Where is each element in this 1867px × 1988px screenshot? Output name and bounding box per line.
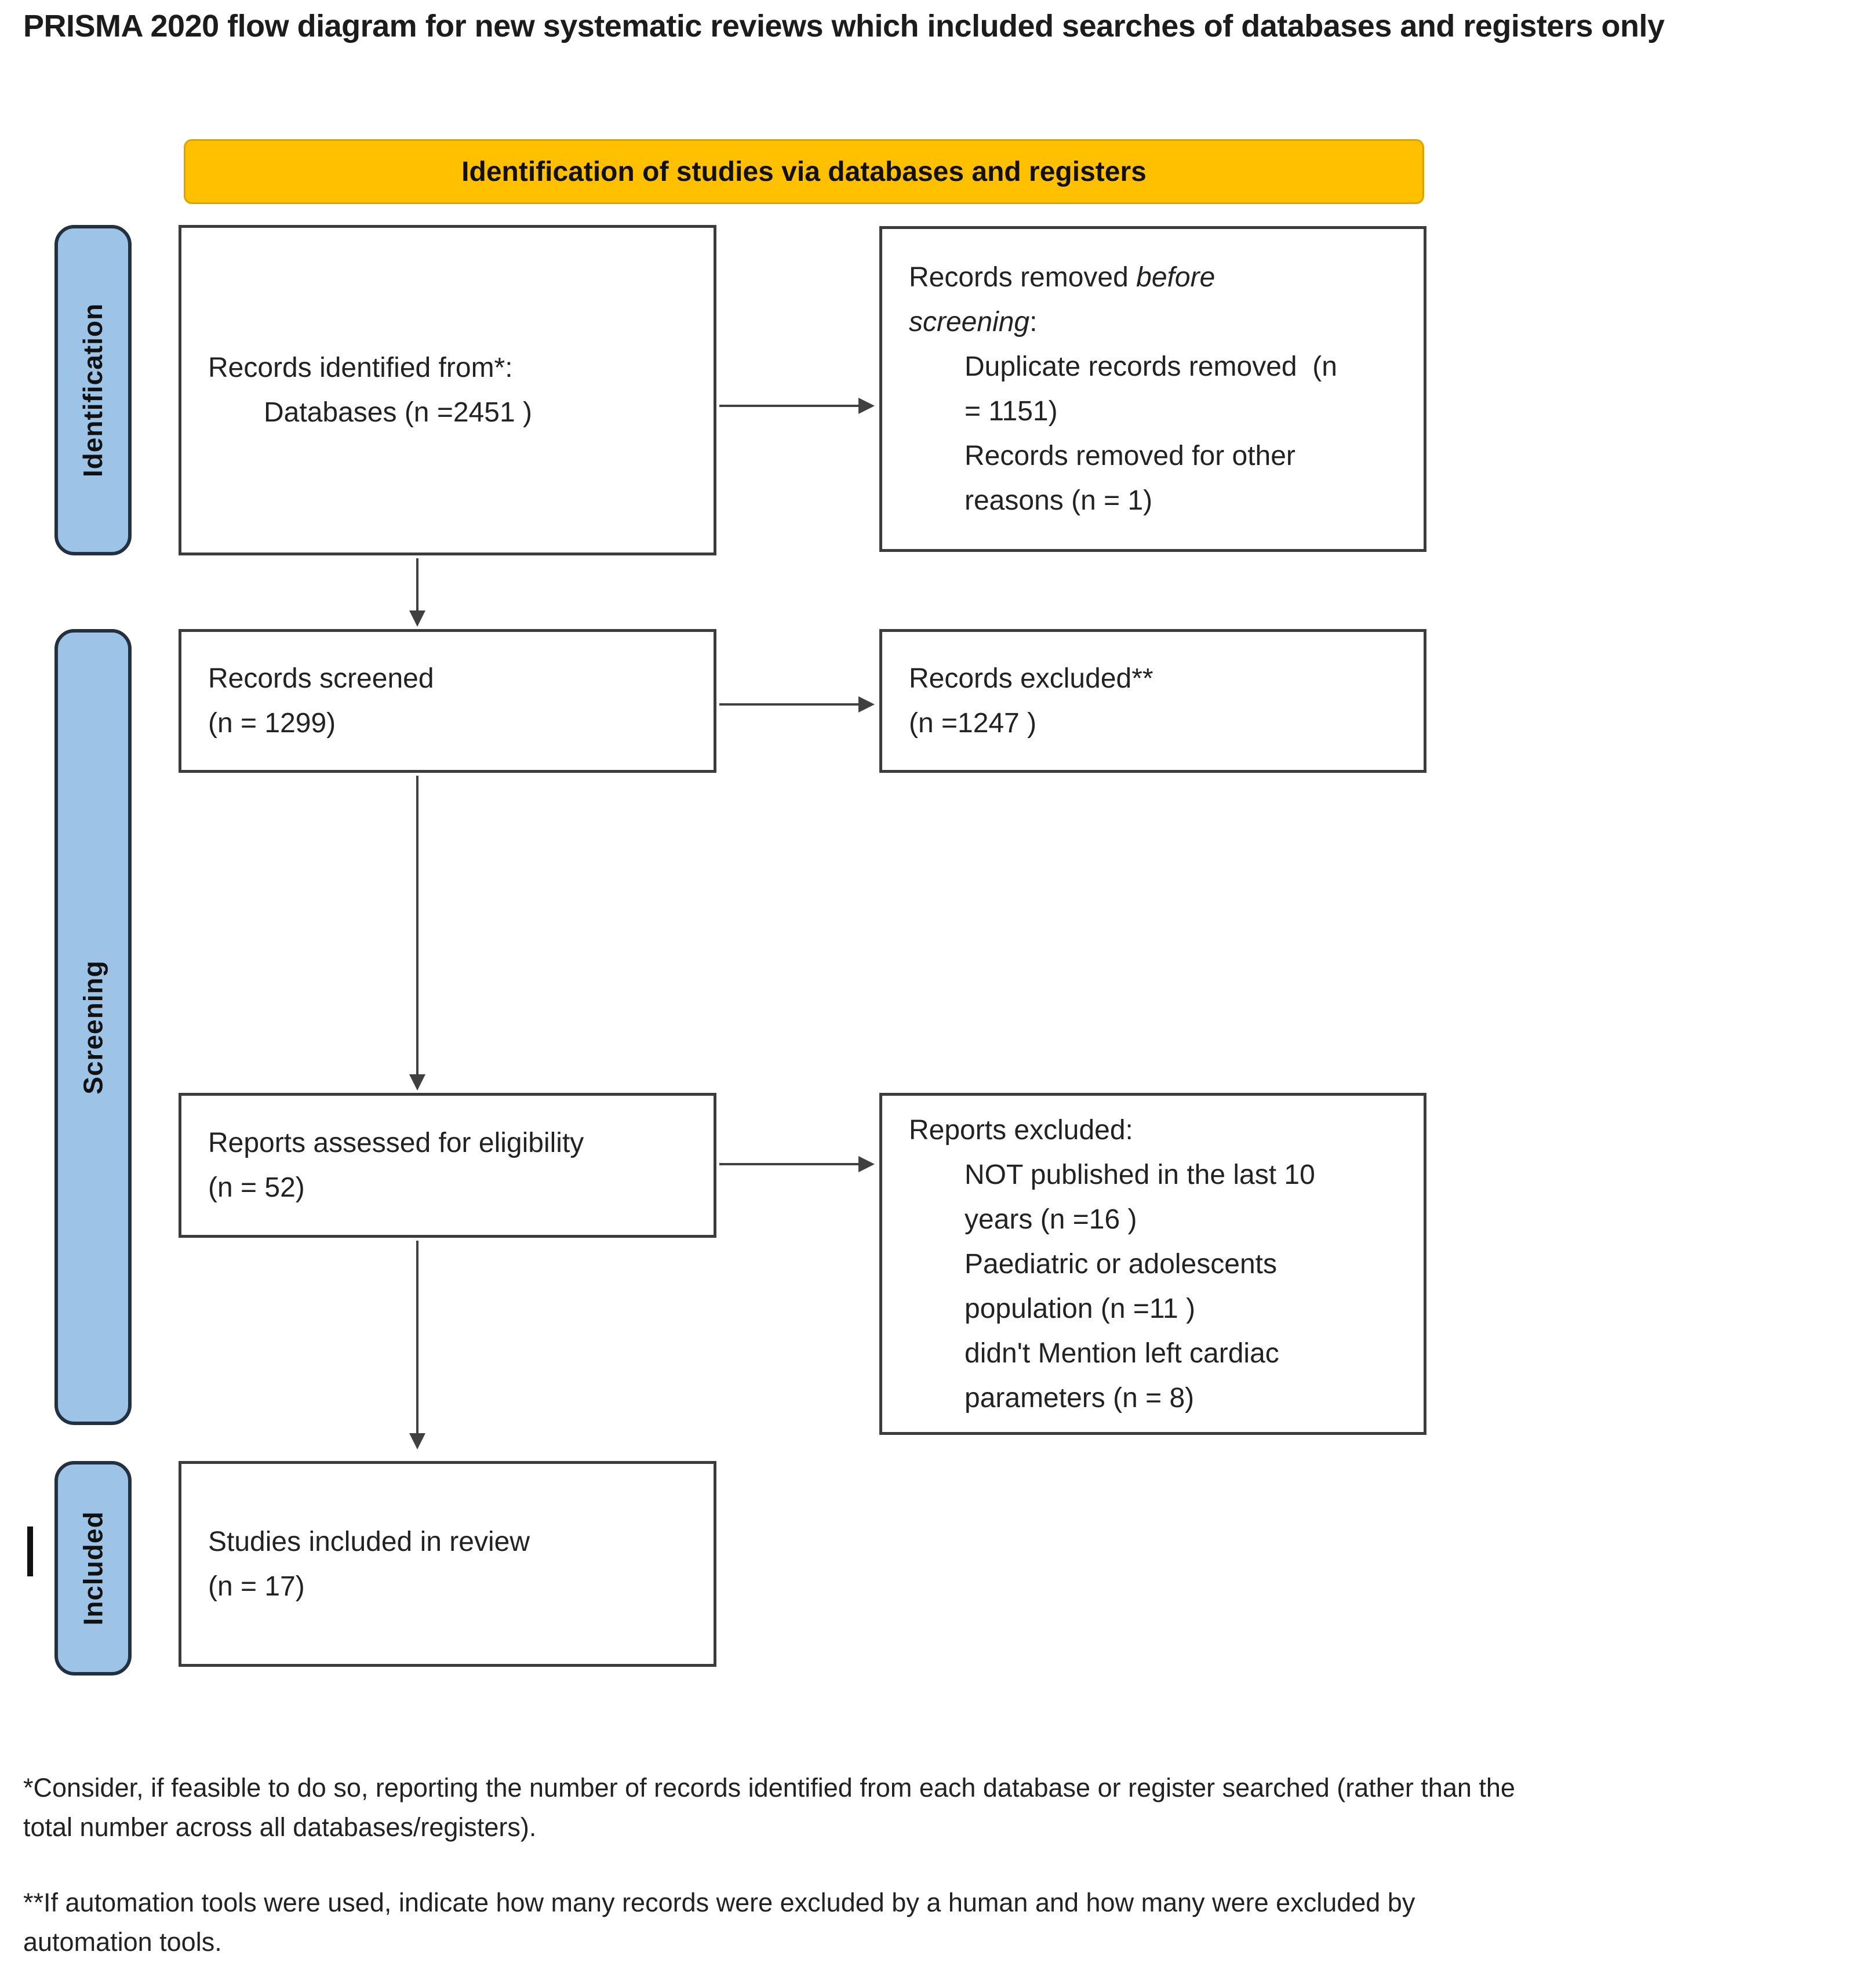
identification-band: [184, 139, 1424, 204]
box-studies-included-text: Studies included in review (n = 17): [208, 1526, 530, 1602]
box-studies-included: [179, 1461, 716, 1667]
box-records-removed-text: Records removed before screening: Duplicate records removed (n = 1151) Records removed for other reasons (n = 1): [909, 262, 1337, 516]
arrow-assessed-to-included: [416, 1241, 418, 1433]
box-records-identified-text: Records identified from*: Databases (n =2451 ): [208, 352, 532, 428]
stage-bar-identification: [54, 225, 132, 555]
stage-bar-included: [54, 1461, 132, 1676]
stage-label-identification: Identification: [78, 303, 108, 478]
box-records-excluded-text: Records excluded** (n =1247 ): [909, 663, 1153, 739]
stray-mark: [27, 1527, 33, 1576]
footnote-databases: *Consider, if feasible to do so, reporting the number of records identified from each database or register searched (rather than the total number across all databases/registers).: [23, 1773, 1515, 1842]
diagram-title: PRISMA 2020 flow diagram for new systematic reviews which included searches of databases and registers only: [23, 9, 1665, 43]
box-records-identified: [179, 225, 716, 555]
stage-label-screening: Screening: [78, 960, 108, 1095]
stage-bar-screening: [54, 629, 132, 1425]
arrow-identified-to-screened: [416, 558, 418, 610]
box-reports-excluded: [879, 1093, 1426, 1435]
stage-label-included: Included: [78, 1511, 108, 1626]
arrow-screened-to-excluded: [719, 703, 858, 706]
box-reports-assessed: [179, 1093, 716, 1238]
box-records-screened-text: Records screened (n = 1299): [208, 663, 434, 739]
box-records-excluded: [879, 629, 1426, 773]
box-reports-assessed-text: Reports assessed for eligibility (n = 52): [208, 1128, 584, 1203]
footnote-automation: **If automation tools were used, indicate how many records were excluded by a human and how many were excluded by automation tools.: [23, 1888, 1415, 1957]
arrow-assessed-to-reports-excluded: [719, 1163, 858, 1165]
box-records-screened: [179, 629, 716, 773]
arrow-screened-to-assessed: [416, 776, 418, 1074]
box-records-removed: [879, 226, 1426, 552]
box-reports-excluded-text: Reports excluded: NOT published in the last 10 years (n =16 ) Paediatric or adolescents population (n =11 ) didn't Mention left cardiac parameters (n = 8): [909, 1114, 1315, 1413]
identification-band-label: Identification of studies via databases and registers: [461, 156, 1147, 187]
arrow-identified-to-removed: [719, 405, 858, 407]
